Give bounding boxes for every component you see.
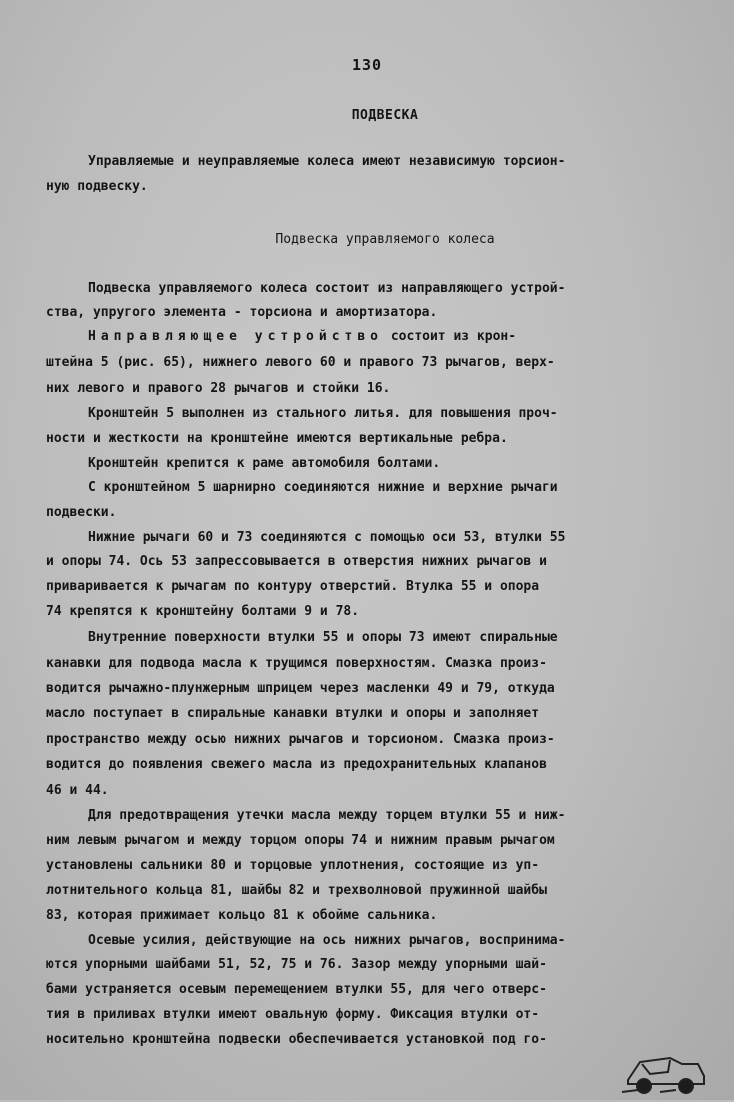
body-line: пространство между осью нижних рычагов и торсионом. Смазка произ- — [46, 732, 555, 747]
body-line: ности и жесткости на кронштейне имеются вертикальные ребра. — [46, 431, 508, 446]
body-line: Осевые усилия, действующие на ось нижних рычагов, воспринима- — [88, 933, 566, 948]
truck-watermark-icon — [620, 1040, 710, 1098]
body-line: ются упорными шайбами 51, 52, 75 и 76. Зазор между упорными шай- — [46, 957, 547, 972]
spaced-term: Направляющее устройство — [88, 329, 384, 344]
body-line: Для предотвращения утечки масла между торцем втулки 55 и ниж- — [88, 808, 566, 823]
body-line: С кронштейном 5 шарнирно соединяются нижние и верхние рычаги — [88, 480, 558, 495]
body-line: водится рычажно-плунжерным шприцем через масленки 49 и 79, откуда — [46, 681, 555, 696]
body-line: Подвеска управляемого колеса состоит из направляющего устрой- — [88, 281, 566, 296]
body-line: 83, которая прижимает кольцо 81 к обойме сальника. — [46, 908, 438, 923]
body-line: водится до появления свежего масла из предохранительных клапанов — [46, 757, 547, 772]
body-line: установлены сальники 80 и торцовые уплотнения, состоящие из уп- — [46, 858, 540, 873]
body-line: Нижние рычаги 60 и 73 соединяются с помощью оси 53, втулки 55 — [88, 530, 566, 545]
body-line: них левого и правого 28 рычагов и стойки 16. — [46, 381, 391, 396]
body-line: приваривается к рычагам по контуру отверстий. Втулка 55 и опора — [46, 579, 540, 594]
body-line: Кронштейн 5 выполнен из стального литья. для повышения проч- — [88, 406, 558, 421]
body-line: носительно кронштейна подвески обеспечивается установкой под го- — [46, 1032, 547, 1047]
body-line: подвески. — [46, 505, 117, 520]
body-line: 46 и 44. — [46, 783, 109, 798]
body-line: лотнительного кольца 81, шайбы 82 и трехволновой пружинной шайбы — [46, 883, 547, 898]
body-line: ства, упругого элемента - торсиона и амортизатора. — [46, 305, 438, 320]
body-line: и опоры 74. Ось 53 запрессовывается в отверстия нижних рычагов и — [46, 554, 547, 569]
subsection-title: Подвеска управляемого колеса — [275, 232, 495, 247]
page-number: 130 — [351, 56, 383, 74]
body-line: Внутренние поверхности втулки 55 и опоры 73 имеют спиральные — [88, 630, 558, 645]
body-line: 74 крепятся к кронштейну болтами 9 и 78. — [46, 604, 360, 619]
section-title: ПОДВЕСКА — [351, 108, 419, 123]
body-line: ним левым рычагом и между торцом опоры 74 и нижним правым рычагом — [46, 833, 555, 848]
intro-line-1: Управляемые и неуправляемые колеса имеют независимую торсион- — [88, 154, 566, 169]
body-line — [88, 329, 516, 345]
body-line: Кронштейн крепится к раме автомобиля болтами. — [88, 456, 441, 471]
body-line-tail: состоит из крон- — [390, 329, 517, 344]
body-line: масло поступает в спиральные канавки втулки и опоры и заполняет — [46, 706, 540, 721]
body-line: штейна 5 (рис. 65), нижнего левого 60 и правого 73 рычагов, верх- — [46, 355, 555, 370]
body-line: канавки для подвода масла к трущимся поверхностям. Смазка произ- — [46, 656, 547, 671]
body-line: бами устраняется осевым перемещением втулки 55, для чего отверс- — [46, 982, 547, 997]
body-line: тия в приливах втулки имеют овальную форму. Фиксация втулки от- — [46, 1007, 540, 1022]
intro-line-2: ную подвеску. — [46, 179, 148, 194]
